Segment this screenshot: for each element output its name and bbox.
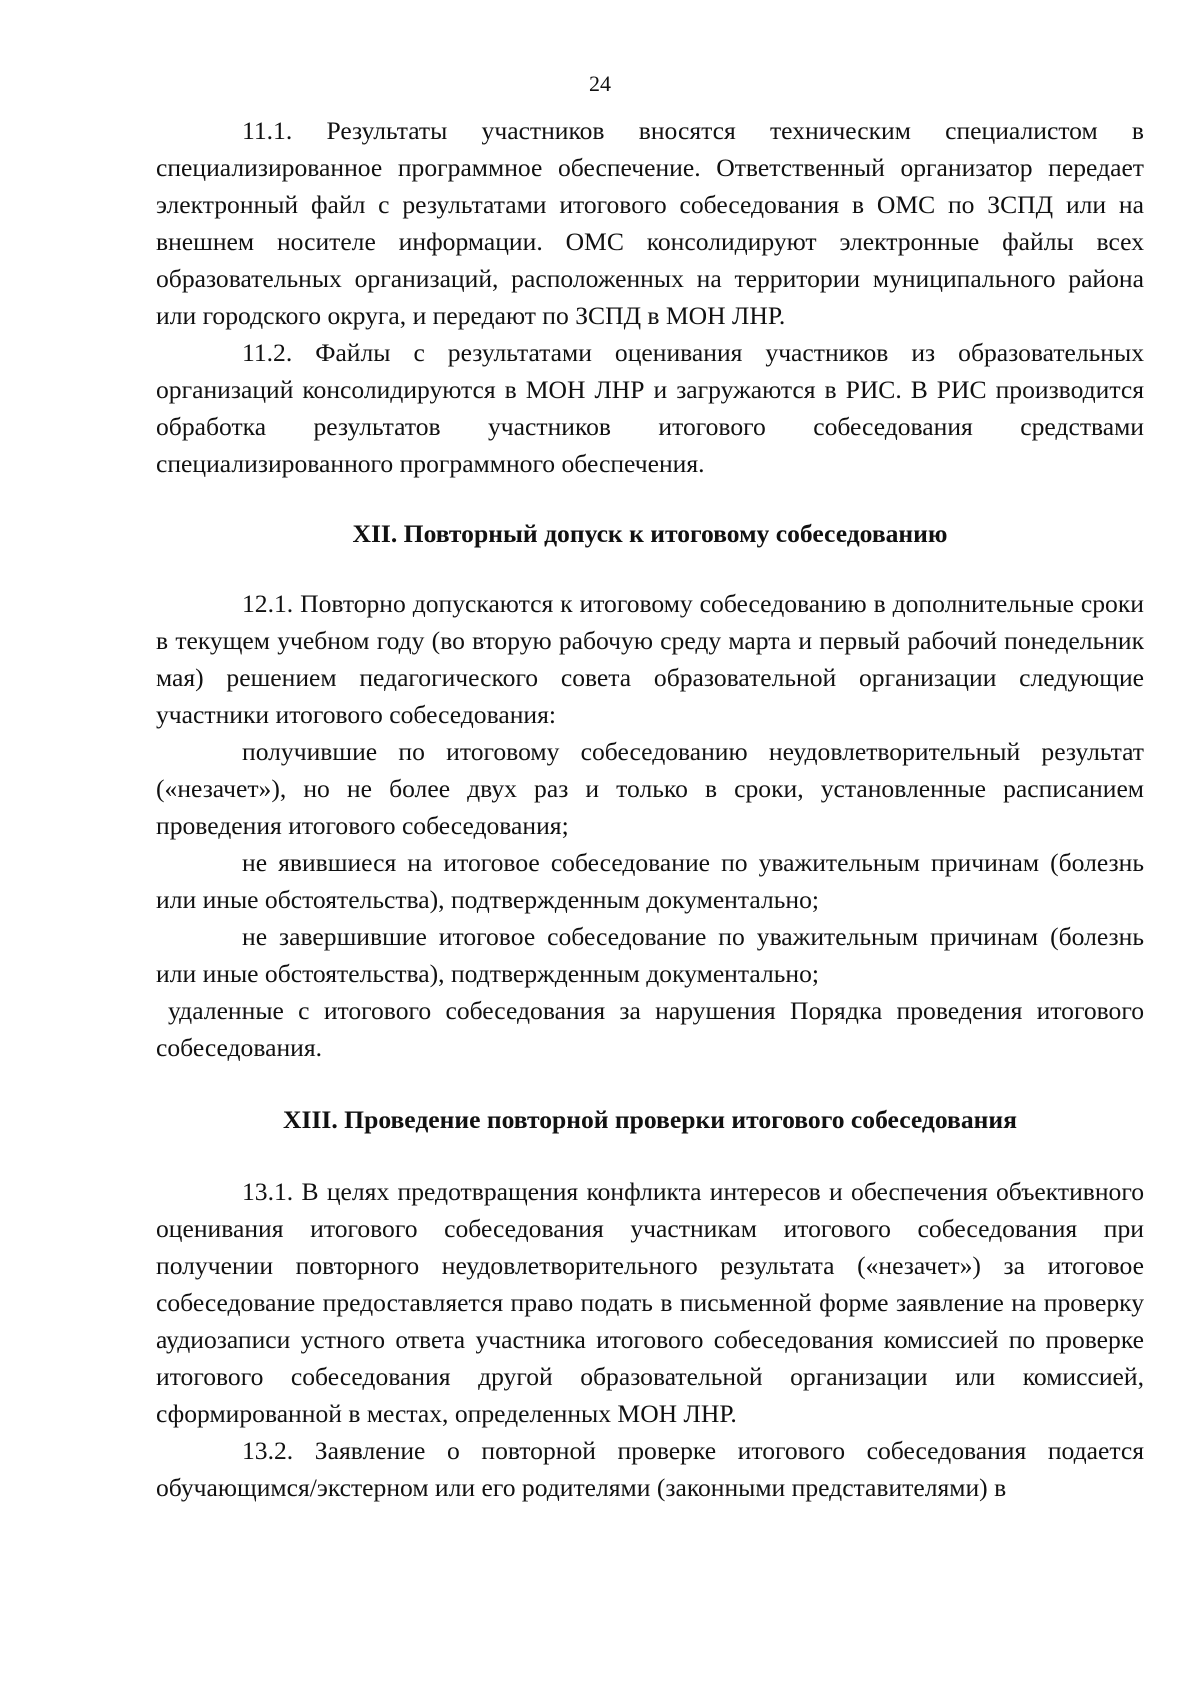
section-heading-xiii: XIII. Проведение повторной проверки итогового собеседования bbox=[283, 1105, 1017, 1134]
list-item-removed-participants: удаленные с итогового собеседования за нарушения Порядка проведения итогового собеседования. bbox=[156, 996, 1144, 1062]
paragraph-13-1: 13.1. В целях предотвращения конфликта интересов и обеспечения объективного оценивания итогового собеседования участникам итогового собеседования при получении повторного неудовлетворительного результата («незачет») за итоговое собеседование предоставляется право подать в письменной форме заявление на проверку аудиозаписи устного ответа участника итогового собеседования комиссией по проверке итогового собеседования другой образовательной организации или комиссией, сформированной в местах, определенных МОН ЛНР. bbox=[156, 1177, 1144, 1428]
paragraph-12-1: 12.1. Повторно допускаются к итоговому собеседованию в дополнительные сроки в текущем учебном году (во вторую рабочую среду марта и первый рабочий понедельник мая) решением педагогического совета образовательной организации следующие участники итогового собеседования: bbox=[156, 589, 1144, 729]
paragraph-11-1: 11.1. Результаты участников вносятся техническим специалистом в специализированное программное обеспечение. Ответственный организатор передает электронный файл с результатами итогового собеседования в ОМС по ЗСПД или на внешнем носителе информации. ОМС консолидируют электронные файлы всех образовательных организаций, расположенных на территории муниципального района или городского округа, и передают по ЗСПД в МОН ЛНР. bbox=[156, 116, 1144, 330]
page-number: 24 bbox=[589, 71, 611, 96]
paragraph-11-2: 11.2. Файлы с результатами оценивания участников из образовательных организаций консолидируются в МОН ЛНР и загружаются в РИС. В РИС производится обработка результатов участников итогового собеседования средствами специализированного программного обеспечения. bbox=[156, 338, 1144, 478]
list-item-absent-participants: не явившиеся на итоговое собеседование по уважительным причинам (болезнь или иные обстоятельства), подтвержденным документально; bbox=[156, 848, 1144, 914]
list-item-unfinished-participants: не завершившие итоговое собеседование по уважительным причинам (болезнь или иные обстоятельства), подтвержденным документально; bbox=[156, 922, 1144, 988]
document-body bbox=[156, 112, 1144, 1506]
list-item-failed-participants: получившие по итоговому собеседованию неудовлетворительный результат («незачет»), но не более двух раз и только в сроки, установленные расписанием проведения итогового собеседования; bbox=[156, 737, 1144, 840]
section-heading-xii: XII. Повторный допуск к итоговому собеседованию bbox=[352, 519, 948, 548]
paragraph-13-2: 13.2. Заявление о повторной проверке итогового собеседования подается обучающимся/экстерном или его родителями (законными представителями) в bbox=[156, 1436, 1144, 1502]
